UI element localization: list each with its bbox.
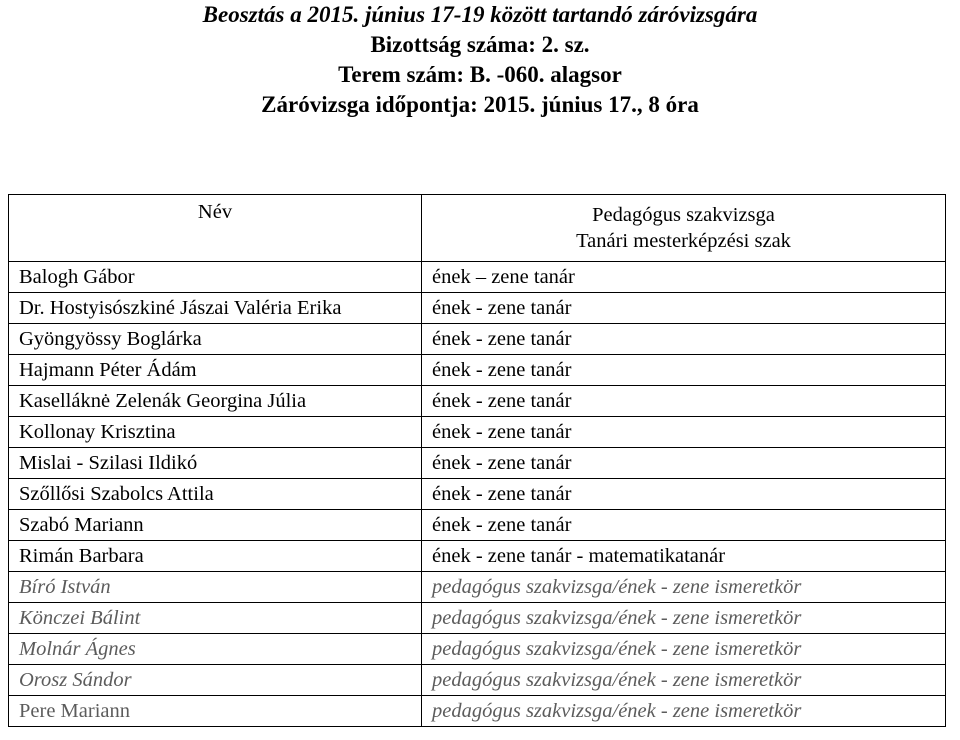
student-name: Bíró István [9, 572, 422, 603]
column-header-name: Név [9, 195, 422, 262]
exam-roster-table [8, 194, 946, 727]
student-name: Kollonay Krisztina [9, 417, 422, 448]
student-name: Könczei Bálint [9, 603, 422, 634]
table-row [9, 479, 946, 510]
student-name: Dr. Hostyisószkiné Jászai Valéria Erika [9, 293, 422, 324]
table-row [9, 262, 946, 293]
student-program: ének - zene tanár - matematikatanár [422, 541, 946, 572]
student-name: Pere Mariann [9, 696, 422, 727]
student-name: Orosz Sándor [9, 665, 422, 696]
table-row [9, 541, 946, 572]
table-row [9, 417, 946, 448]
column-header-program-line2: Tanári mesterképzési szak [576, 230, 791, 252]
column-header-program [422, 195, 946, 262]
student-program: pedagógus szakvizsga/ének - zene ismeretkör [422, 665, 946, 696]
student-name: Balogh Gábor [9, 262, 422, 293]
table-row [9, 665, 946, 696]
student-name: Hajmann Péter Ádám [9, 355, 422, 386]
table-row [9, 603, 946, 634]
student-program: pedagógus szakvizsga/ének - zene ismeretkör [422, 696, 946, 727]
student-name: Molnár Ágnes [9, 634, 422, 665]
table-row [9, 634, 946, 665]
table-row [9, 696, 946, 727]
student-program: ének - zene tanár [422, 417, 946, 448]
student-name: Szabó Mariann [9, 510, 422, 541]
student-program: ének - zene tanár [422, 479, 946, 510]
student-program: ének - zene tanár [422, 293, 946, 324]
student-program: ének - zene tanár [422, 510, 946, 541]
student-program: ének - zene tanár [422, 448, 946, 479]
column-header-program-line1: Pedagógus szakvizsga [592, 204, 775, 226]
student-name: Szőllősi Szabolcs Attila [9, 479, 422, 510]
heading-line-datetime: Záróvizsga időpontja: 2015. június 17., 8 óra [261, 92, 699, 117]
student-name: Mislai - Szilasi Ildikó [9, 448, 422, 479]
heading-line-schedule: Beosztás a 2015. június 17-19 között tartandó záróvizsgára [202, 2, 758, 27]
student-name: Rimán Barbara [9, 541, 422, 572]
student-name: Gyöngyössy Boglárka [9, 324, 422, 355]
table-row [9, 572, 946, 603]
table-row [9, 324, 946, 355]
student-program: ének - zene tanár [422, 355, 946, 386]
student-program: pedagógus szakvizsga/ének - zene ismeretkör [422, 603, 946, 634]
table-header-row [9, 195, 946, 262]
student-program: pedagógus szakvizsga/ének - zene ismeretkör [422, 572, 946, 603]
document-heading [0, 0, 960, 120]
heading-line-committee: Bizottság száma: 2. sz. [370, 32, 590, 57]
table-row [9, 355, 946, 386]
table-row [9, 448, 946, 479]
heading-line-room: Terem szám: B. -060. alagsor [338, 62, 622, 87]
table-row [9, 510, 946, 541]
student-program: ének - zene tanár [422, 324, 946, 355]
student-name: Kaselláknė Zelenák Georgina Júlia [9, 386, 422, 417]
student-program: pedagógus szakvizsga/ének - zene ismeretkör [422, 634, 946, 665]
table-row [9, 293, 946, 324]
student-program: ének – zene tanár [422, 262, 946, 293]
student-program: ének - zene tanár [422, 386, 946, 417]
table-row [9, 386, 946, 417]
